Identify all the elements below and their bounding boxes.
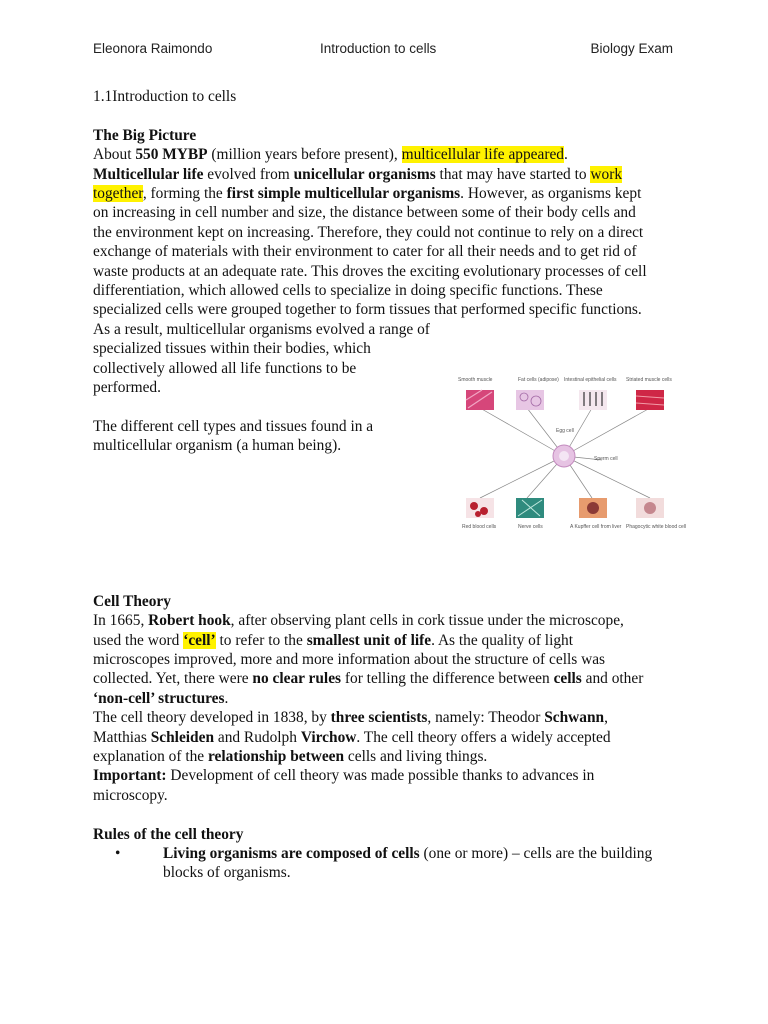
page-header — [93, 41, 673, 61]
cell-theory-paragraph-1: In 1665, Robert hook, after observing plant cells in cork tissue under the microscope, used the word ‘cell’ to refer to the smallest unit of life. As the quality of light microscopes improved, more and more information about the structure of cells was collected. Yet, there were no clear rules for telling the difference between cells and other ‘non-cell’ structures. — [93, 612, 644, 707]
label-red-blood: Red blood cells — [462, 524, 497, 530]
cell-types-figure — [452, 368, 688, 544]
section-title: 1.1Introduction to cells — [93, 88, 237, 105]
label-striated: Striated muscle cells — [626, 377, 672, 383]
rule-item-1 — [93, 844, 678, 883]
rules-heading: Rules of the cell theory — [93, 825, 244, 843]
figure-caption-line-1: The different cell types and tissues found in a — [93, 417, 374, 435]
striated-muscle-tile — [636, 390, 664, 410]
fat-cells-tile — [516, 390, 544, 410]
label-fat-cells: Fat cells (adipose) — [518, 377, 559, 383]
wrap-line-1: specialized tissues within their bodies, which — [93, 340, 371, 358]
figure-caption-line-2: multicellular organism (a human being). — [93, 437, 342, 455]
label-kupffer: A Kupffer cell from liver — [570, 524, 622, 530]
header-course: Biology Exam — [590, 41, 673, 56]
label-nerve: Nerve cells — [518, 524, 543, 530]
header-title: Introduction to cells — [320, 41, 437, 56]
rule-text: Living organisms are composed of cells (one or more) – cells are the building blocks of organisms. — [163, 844, 653, 882]
big-picture-heading: The Big Picture — [93, 126, 197, 144]
label-phagocytic: Phagocytic white blood cell — [626, 524, 687, 530]
label-sperm-cell: Sperm cell — [594, 456, 618, 462]
label-egg-cell: Egg cell — [556, 428, 574, 434]
highlight: ‘cell’ — [183, 631, 216, 649]
wrap-line-2: collectively allowed all life functions to be — [93, 359, 357, 377]
header-author: Eleonora Raimondo — [93, 41, 213, 56]
cell-theory-heading: Cell Theory — [93, 592, 171, 610]
intestinal-epithelial-tile — [579, 390, 607, 410]
important-note: Important: Development of cell theory was made possible thanks to advances in microscopy. — [93, 767, 595, 804]
highlight: work together — [93, 165, 623, 203]
big-picture-paragraph: About 550 MYBP (million years before present), multicellular life appeared. Multicellular life evolved from unicellular organisms that may have started to work together, forming the first simple multicellular organisms. However, as organisms kept on increasing in cell number and size, the distance between some of their body cells and the environment kept on increasing. Therefore, they could not continue to rely on a direct exchange of materials with their environment to cater for all their needs and to get rid of waste products at an adequate rate. This droves the exciting evolutionary processes of cell differentiation, which allowed cells to specialize in doing specific functions. These specialized cells were grouped together to form tissues that performed specific functions. As a result, multicellular organisms evolved a range of — [93, 146, 647, 338]
label-smooth-muscle: Smooth muscle — [458, 377, 493, 383]
cell-types-diagram — [452, 368, 688, 544]
highlight: multicellular life appeared — [401, 146, 564, 164]
cell-theory-paragraph-2: The cell theory developed in 1838, by three scientists, namely: Theodor Schwann, Matthias Schleiden and Rudolph Virchow. The cell theory offers a widely accepted explanation of the relationship between cells and living things. — [93, 709, 611, 765]
label-intestinal: Intestinal epithelial cells — [564, 377, 617, 383]
wrap-line-3: performed. — [93, 379, 161, 397]
bullet-icon: • — [115, 844, 121, 862]
